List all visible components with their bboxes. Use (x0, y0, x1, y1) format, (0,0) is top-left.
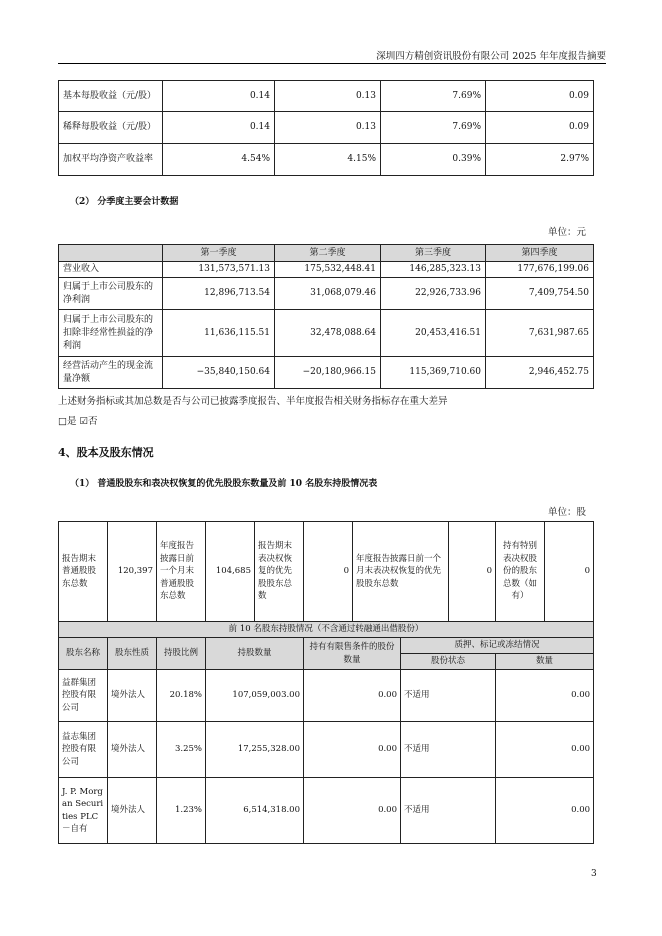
table-row (59, 310, 594, 357)
row-label: 归属于上市公司股东的扣除非经常性损益的净利润 (59, 310, 163, 357)
holder-ratio: 20.18% (157, 670, 206, 722)
top10-title: 前 10 名股东持股情况（不含通过转融通出借股份） (59, 622, 594, 638)
row-label: 营业收入 (59, 262, 163, 278)
cell-value: 0.14 (163, 112, 275, 144)
cell-value: 4.15% (275, 144, 381, 176)
table-row (59, 144, 594, 176)
unit-label: 单位：股 (548, 507, 587, 518)
summary-value: 104,685 (206, 522, 255, 622)
summary-value: 0 (449, 522, 496, 622)
cell-value: 32,478,088.64 (275, 310, 381, 357)
summary-label: 报告期末表决权恢复的优先股股东总数 (255, 522, 304, 622)
row-label: 加权平均净资产收益率 (59, 144, 163, 176)
summary-label: 持有特别表决权股份的股东总数（如有） (496, 522, 545, 622)
cell-value: 0.09 (486, 112, 594, 144)
top10-title-row (59, 622, 594, 638)
holder-amount: 0.00 (496, 722, 594, 778)
cell-value: 0.13 (275, 81, 381, 112)
row-label: 基本每股收益（元/股） (59, 81, 163, 112)
row-label: 稀释每股收益（元/股） (59, 112, 163, 144)
cell-value: 11,636,115.51 (163, 310, 275, 357)
discrepancy-answer: □是 ☑否 (58, 416, 98, 427)
cell-value: 0.14 (163, 81, 275, 112)
cell-value: 7.69% (381, 112, 486, 144)
holder-name: 益志集团控股有限公司 (59, 722, 108, 778)
holder-restricted: 0.00 (304, 778, 401, 844)
unit-label: 单位：元 (548, 227, 587, 238)
cell-value: 22,926,733.96 (381, 278, 486, 310)
table-row (59, 670, 594, 722)
holder-qty: 107,059,003.00 (206, 670, 304, 722)
holder-amount: 0.00 (496, 778, 594, 844)
cell-value: 0.39% (381, 144, 486, 176)
table-header-row (59, 638, 594, 654)
cell-value: −20,180,966.15 (275, 357, 381, 389)
cell-value: 7,409,754.50 (486, 278, 594, 310)
holder-status: 不适用 (401, 778, 496, 844)
column-header: 第二季度 (275, 245, 381, 262)
quarterly-table (58, 244, 594, 389)
column-header: 质押、标记或冻结情况 (401, 638, 594, 654)
summary-value: 0 (545, 522, 594, 622)
cell-value: −35,840,150.64 (163, 357, 275, 389)
cell-value: 20,453,416.51 (381, 310, 486, 357)
cell-value: 2,946,452.75 (486, 357, 594, 389)
holder-ratio: 1.23% (157, 778, 206, 844)
page-header: 深圳四方精创资讯股份有限公司 2025 年年度报告摘要 (376, 51, 606, 62)
cell-value: 175,532,448.41 (275, 262, 381, 278)
summary-row (59, 522, 594, 622)
summary-label: 年度报告披露日前一个月末普通股股东总数 (157, 522, 206, 622)
cell-value: 31,068,079.46 (275, 278, 381, 310)
table-row (59, 262, 594, 278)
table-row (59, 278, 594, 310)
cell-value: 177,676,199.06 (486, 262, 594, 278)
column-header: 第三季度 (381, 245, 486, 262)
cell-value: 12,896,713.54 (163, 278, 275, 310)
holder-ratio: 3.25% (157, 722, 206, 778)
section-heading: 4、股本及股东情况 (58, 446, 154, 459)
cell-value: 131,573,571.13 (163, 262, 275, 278)
holder-status: 不适用 (401, 670, 496, 722)
cell-value: 7,631,987.65 (486, 310, 594, 357)
column-header: 第四季度 (486, 245, 594, 262)
holder-restricted: 0.00 (304, 722, 401, 778)
table-header-row (59, 245, 594, 262)
column-header: 股东性质 (108, 638, 157, 670)
holder-nature: 境外法人 (108, 670, 157, 722)
table-row (59, 357, 594, 389)
eps-table (58, 80, 594, 176)
page-number: 3 (591, 869, 597, 879)
column-header: 第一季度 (163, 245, 275, 262)
holder-nature: 境外法人 (108, 778, 157, 844)
holder-name: 益群集团控股有限公司 (59, 670, 108, 722)
table-row (59, 722, 594, 778)
table-row (59, 81, 594, 112)
column-header: 股份状态 (401, 654, 496, 670)
discrepancy-note: 上述财务指标或其加总数是否与公司已披露季度报告、半年度报告相关财务指标存在重大差异 (58, 396, 448, 407)
cell-value: 115,369,710.60 (381, 357, 486, 389)
holder-qty: 6,514,318.00 (206, 778, 304, 844)
row-label: 归属于上市公司股东的净利润 (59, 278, 163, 310)
column-header: 股东名称 (59, 638, 108, 670)
cell-value: 0.09 (486, 81, 594, 112)
holder-qty: 17,255,328.00 (206, 722, 304, 778)
holder-name: J. P. Morgan Securities PLC－自有 (59, 778, 108, 844)
holder-amount: 0.00 (496, 670, 594, 722)
section-subtitle: （2） 分季度主要会计数据 (70, 197, 179, 207)
cell-value: 146,285,323.13 (381, 262, 486, 278)
summary-label: 年度报告披露日前一个月末表决权恢复的优先股股东总数 (353, 522, 449, 622)
cell-value: 2.97% (486, 144, 594, 176)
holder-status: 不适用 (401, 722, 496, 778)
cell-value: 7.69% (381, 81, 486, 112)
holder-nature: 境外法人 (108, 722, 157, 778)
summary-value: 120,397 (108, 522, 157, 622)
column-header: 持股数量 (206, 638, 304, 670)
section-subtitle: （1） 普通股股东和表决权恢复的优先股股东数量及前 10 名股东持股情况表 (70, 479, 378, 489)
header-divider (58, 63, 606, 64)
shareholder-table (58, 521, 594, 844)
cell-value: 0.13 (275, 112, 381, 144)
summary-value: 0 (304, 522, 353, 622)
column-header: 持股比例 (157, 638, 206, 670)
holder-restricted: 0.00 (304, 670, 401, 722)
row-label: 经营活动产生的现金流量净额 (59, 357, 163, 389)
column-header: 数量 (496, 654, 594, 670)
table-row (59, 778, 594, 844)
table-row (59, 112, 594, 144)
column-header: 持有有限售条件的股份数量 (304, 638, 401, 670)
cell-value: 4.54% (163, 144, 275, 176)
column-header (59, 245, 163, 262)
summary-label: 报告期末普通股股东总数 (59, 522, 108, 622)
